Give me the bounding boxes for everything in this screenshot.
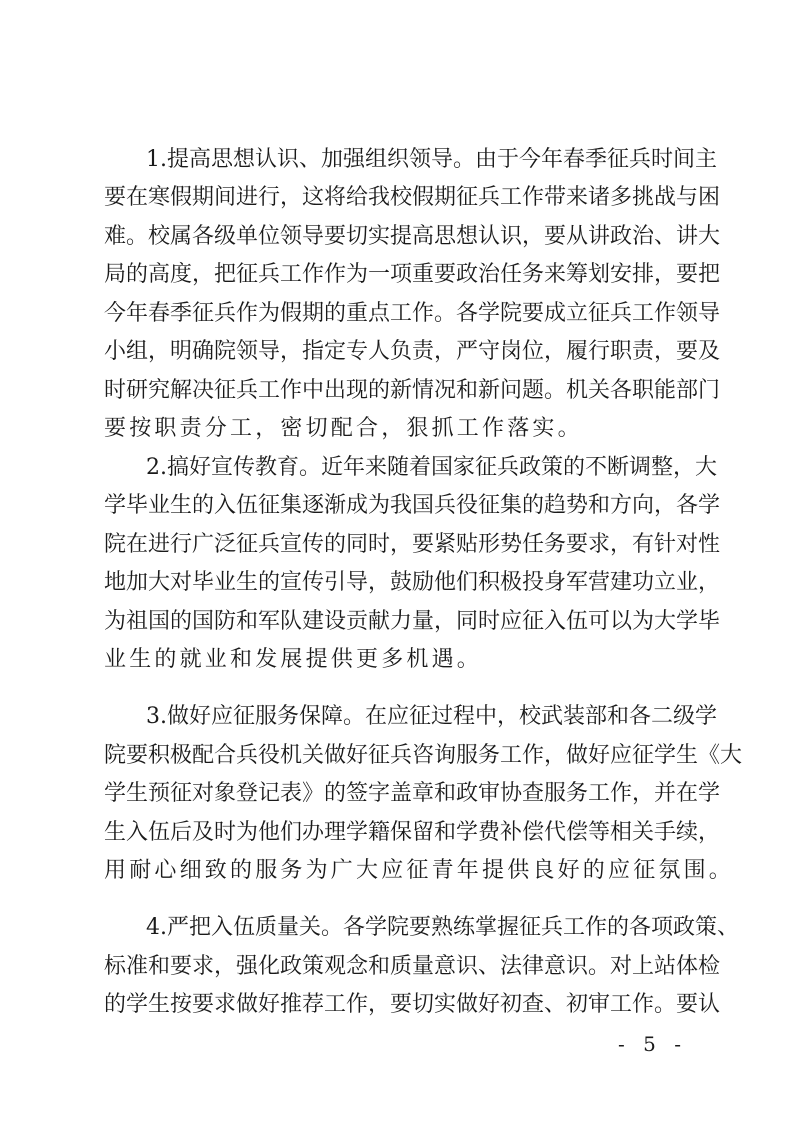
- paragraph-2-line-5: 为祖国的国防和军队建设贡献力量，同时应征入伍可以为大学毕: [104, 609, 721, 634]
- paragraph-1-line-5: 今年春季征兵作为假期的重点工作。各学院要成立征兵工作领导: [104, 301, 721, 326]
- paragraph-1-line-3: 难。校属各级单位领导要切实提高思想认识，要从讲政治、讲大: [104, 224, 721, 249]
- paragraph-1-line-2: 要在寒假期间进行，这将给我校假期征兵工作带来诸多挑战与困: [104, 185, 721, 210]
- paragraph-4-line-3: 的学生按要求做好推荐工作，要切实做好初查、初审工作。要认: [104, 992, 721, 1017]
- paragraph-3-line-1: 3.做好应征服务保障。在应征过程中，校武装部和各二级学: [146, 704, 717, 729]
- paragraph-3-line-4: 生入伍后及时为他们办理学籍保留和学费补偿代偿等相关手续，: [104, 820, 721, 845]
- paragraph-2-line-3: 院在进行广泛征兵宣传的同时，要紧贴形势任务要求，有针对性: [104, 532, 721, 557]
- paragraph-4-line-1: 4.严把入伍质量关。各学院要熟练掌握征兵工作的各项政策、: [146, 915, 739, 940]
- paragraph-2-line-2: 学毕业生的入伍征集逐渐成为我国兵役征集的趋势和方向，各学: [104, 493, 721, 518]
- paragraph-1-line-7: 时研究解决征兵工作中出现的新情况和新问题。机关各职能部门: [104, 378, 721, 403]
- paragraph-4-line-2: 标准和要求，强化政策观念和质量意识、法律意识。对上站体检: [104, 954, 721, 979]
- paragraph-1-line-4: 局的高度，把征兵工作作为一项重要政治任务来筹划安排，要把: [104, 262, 721, 287]
- paragraph-1-line-8: 要按职责分工，密切配合，狠抓工作落实。: [104, 416, 583, 441]
- paragraph-2-line-6: 业生的就业和发展提供更多机遇。: [104, 647, 483, 672]
- paragraph-2-line-4: 地加大对毕业生的宣传引导，鼓励他们积极投身军营建功立业，: [104, 570, 721, 595]
- paragraph-1-line-6: 小组，明确院领导，指定专人负责，严守岗位，履行职责，要及: [104, 339, 721, 364]
- paragraph-3-line-5: 用耐心细致的服务为广大应征青年提供良好的应征氛围。: [104, 858, 735, 883]
- page-number: - 5 -: [618, 1032, 687, 1056]
- paragraph-3-line-3: 学生预征对象登记表》的签字盖章和政审协查服务工作，并在学: [104, 781, 721, 806]
- paragraph-1-line-1: 1.提高思想认识、加强组织领导。由于今年春季征兵时间主: [146, 147, 717, 172]
- paragraph-3-line-2: 院要积极配合兵役机关做好征兵咨询服务工作，做好应征学生《大: [104, 743, 743, 768]
- paragraph-2-line-1: 2.搞好宣传教育。近年来随着国家征兵政策的不断调整，大: [146, 455, 717, 480]
